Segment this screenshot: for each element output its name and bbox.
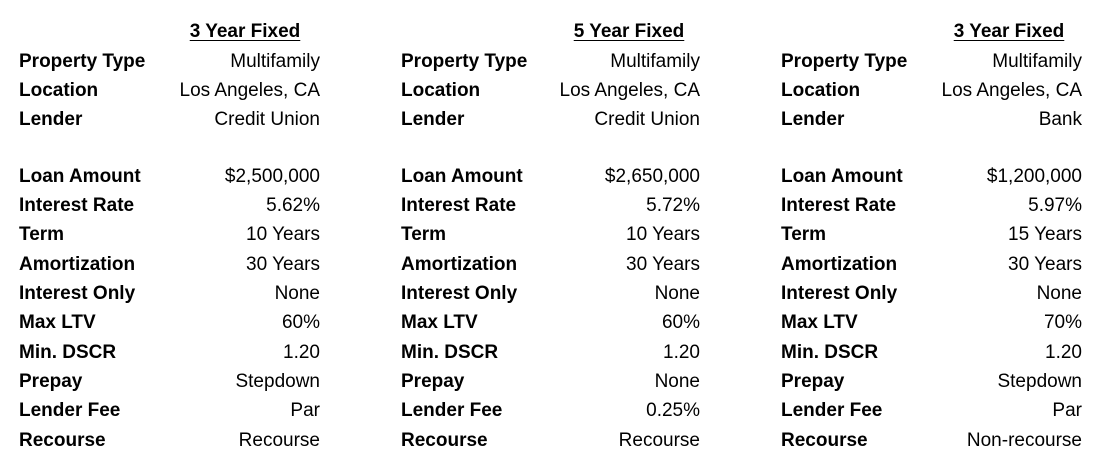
value-lender: Bank [1038,109,1082,130]
row-term [781,222,1082,248]
row-term [401,222,700,248]
row-interest-rate [781,193,1082,219]
label-recourse: Recourse [781,430,868,451]
label-property-type: Property Type [19,51,146,72]
row-lender-fee [781,398,1082,424]
row-property-type [401,49,700,75]
row-location [401,78,700,104]
label-prepay: Prepay [19,371,83,392]
label-lender: Lender [401,109,465,130]
label-interest-only: Interest Only [19,283,136,304]
row-max-ltv [19,310,320,336]
row-lender [781,107,1082,133]
value-lender: Credit Union [594,109,700,130]
label-loan-amount: Loan Amount [781,166,903,187]
value-amortization: 30 Years [246,254,320,275]
label-interest-rate: Interest Rate [19,195,135,216]
value-prepay: None [654,371,700,392]
value-property-type: Multifamily [230,51,320,72]
label-interest-only: Interest Only [781,283,898,304]
value-interest-only: None [1036,283,1082,304]
label-prepay: Prepay [401,371,465,392]
row-min-dscr [401,340,700,366]
label-recourse: Recourse [401,430,488,451]
row-amortization [781,252,1082,278]
value-recourse: Non-recourse [966,430,1082,451]
label-max-ltv: Max LTV [781,312,858,333]
label-term: Term [401,224,447,245]
value-lender-fee: 0.25% [646,400,700,421]
value-interest-only: None [654,283,700,304]
label-lender: Lender [781,109,845,130]
row-location [19,78,320,104]
value-recourse: Recourse [618,430,700,451]
row-interest-rate [401,193,700,219]
label-max-ltv: Max LTV [401,312,478,333]
value-max-ltv: 60% [281,312,320,333]
label-min-dscr: Min. DSCR [781,342,879,363]
row-recourse [19,428,320,454]
row-amortization [19,252,320,278]
label-recourse: Recourse [19,430,106,451]
label-amortization: Amortization [781,254,898,275]
label-prepay: Prepay [781,371,845,392]
value-lender-fee: Par [290,400,320,421]
value-property-type: Multifamily [992,51,1082,72]
row-prepay [781,369,1082,395]
row-min-dscr [781,340,1082,366]
value-location: Los Angeles, CA [559,80,700,101]
value-min-dscr: 1.20 [1045,342,1082,363]
value-recourse: Recourse [238,430,320,451]
value-location: Los Angeles, CA [179,80,320,101]
row-loan-amount [781,164,1082,190]
label-interest-only: Interest Only [401,283,518,304]
value-lender: Credit Union [214,109,320,130]
row-loan-amount [19,164,320,190]
column-title: 3 Year Fixed [189,21,301,42]
row-max-ltv [401,310,700,336]
value-loan-amount: $2,650,000 [604,166,700,187]
value-max-ltv: 60% [661,312,700,333]
label-min-dscr: Min. DSCR [401,342,499,363]
row-recourse [781,428,1082,454]
column-title: 5 Year Fixed [573,21,685,42]
value-amortization: 30 Years [626,254,700,275]
label-term: Term [19,224,65,245]
value-min-dscr: 1.20 [283,342,320,363]
row-interest-only [781,281,1082,307]
row-prepay [401,369,700,395]
row-prepay [19,369,320,395]
label-lender-fee: Lender Fee [781,400,883,421]
label-amortization: Amortization [401,254,518,275]
label-lender: Lender [19,109,83,130]
value-loan-amount: $2,500,000 [224,166,320,187]
value-interest-rate: 5.97% [1028,195,1082,216]
label-min-dscr: Min. DSCR [19,342,117,363]
value-max-ltv: 70% [1043,312,1082,333]
label-property-type: Property Type [401,51,528,72]
row-lender-fee [401,398,700,424]
label-loan-amount: Loan Amount [401,166,523,187]
label-location: Location [781,80,861,101]
value-term: 15 Years [1008,224,1082,245]
row-lender [19,107,320,133]
label-loan-amount: Loan Amount [19,166,141,187]
row-lender [401,107,700,133]
value-min-dscr: 1.20 [663,342,700,363]
label-property-type: Property Type [781,51,908,72]
value-location: Los Angeles, CA [941,80,1082,101]
label-lender-fee: Lender Fee [401,400,503,421]
row-recourse [401,428,700,454]
value-interest-rate: 5.72% [646,195,700,216]
row-location [781,78,1082,104]
value-prepay: Stepdown [235,371,320,392]
row-max-ltv [781,310,1082,336]
value-property-type: Multifamily [610,51,700,72]
label-amortization: Amortization [19,254,136,275]
column-title: 3 Year Fixed [953,21,1065,42]
value-loan-amount: $1,200,000 [986,166,1082,187]
value-amortization: 30 Years [1008,254,1082,275]
row-interest-only [19,281,320,307]
row-property-type [781,49,1082,75]
row-property-type [19,49,320,75]
label-interest-rate: Interest Rate [401,195,517,216]
label-max-ltv: Max LTV [19,312,96,333]
row-term [19,222,320,248]
row-loan-amount [401,164,700,190]
value-lender-fee: Par [1052,400,1082,421]
value-prepay: Stepdown [997,371,1082,392]
value-interest-only: None [274,283,320,304]
label-interest-rate: Interest Rate [781,195,897,216]
row-min-dscr [19,340,320,366]
row-lender-fee [19,398,320,424]
label-location: Location [19,80,99,101]
label-lender-fee: Lender Fee [19,400,121,421]
row-interest-rate [19,193,320,219]
value-term: 10 Years [626,224,700,245]
row-amortization [401,252,700,278]
value-term: 10 Years [246,224,320,245]
value-interest-rate: 5.62% [266,195,320,216]
row-interest-only [401,281,700,307]
label-term: Term [781,224,827,245]
label-location: Location [401,80,481,101]
